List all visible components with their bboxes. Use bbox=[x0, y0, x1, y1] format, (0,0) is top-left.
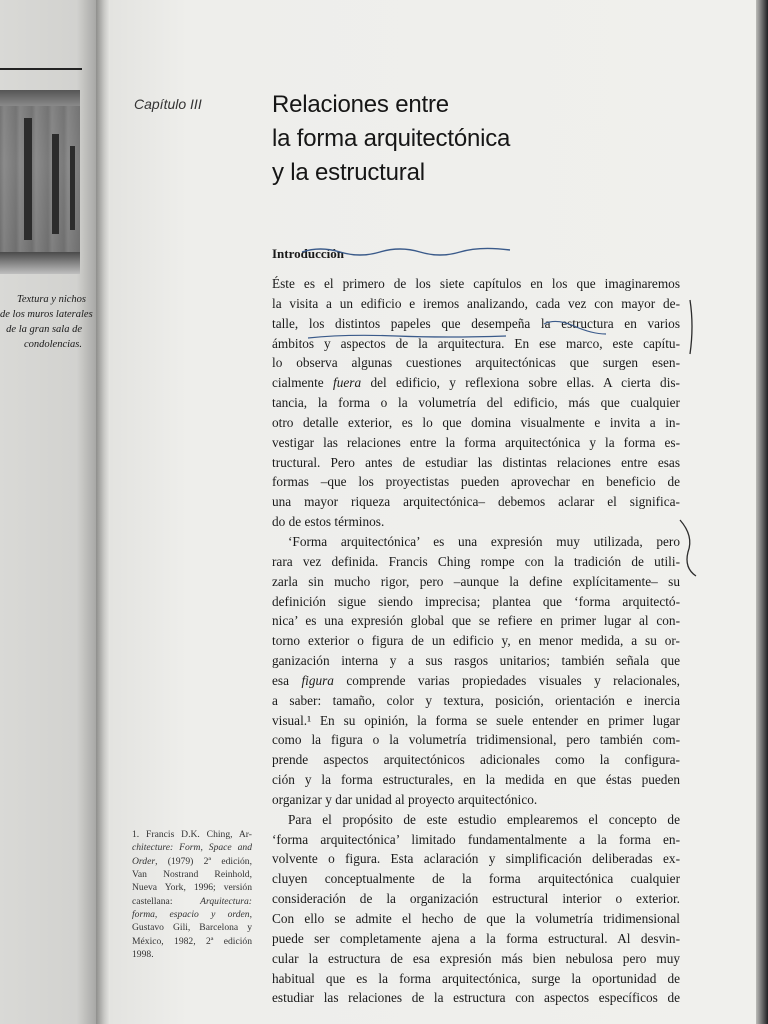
top-rule bbox=[0, 68, 82, 70]
body-line: tancia, la forma o la volumetría del edificio, más que cualquier bbox=[272, 395, 680, 411]
body-line: do de estos términos. bbox=[272, 514, 385, 530]
body-line: Éste es el primero de los siete capítulos en los que imaginaremos bbox=[272, 276, 680, 291]
body-line: talle, los distintos papeles que desempeña la estructura en varios bbox=[272, 315, 680, 331]
body-line: estudiar las relaciones de la estructura con aspectos específicos de bbox=[272, 990, 680, 1006]
caption-line: condolencias. bbox=[23, 339, 82, 350]
body-line: Para el propósito de este estudio emplearemos el concepto de bbox=[288, 811, 680, 827]
body-line: a saber: tamaño, color y textura, posición, orientación e inercia bbox=[272, 692, 680, 708]
body-line: zarla sin mucho rigor, pero –aunque la define explícitamente– su bbox=[272, 573, 680, 589]
caption-line: de los muros laterales bbox=[0, 309, 93, 320]
body-line: torno exterior o figura de un edificio y, en menor medida, a su or- bbox=[272, 633, 680, 649]
body-line: definición sigue siendo imprecisa; plantea que ‘forma arquitectó- bbox=[272, 593, 680, 609]
wall-photo bbox=[0, 90, 80, 274]
chapter-title bbox=[272, 88, 672, 190]
body-line: volvente o figura. Esta aclaración y simplificación deliberadas ex- bbox=[272, 851, 680, 867]
body-line: la visita a un edificio e iremos analizando, cada vez con mayor de- bbox=[272, 295, 680, 311]
body-line: rara vez definida. Francis Ching rompe con la tradición de utili- bbox=[272, 553, 680, 569]
footnote-line: forma, espacio y orden, bbox=[132, 909, 252, 921]
section-heading: Introducción bbox=[272, 246, 344, 261]
body-line: otro detalle exterior, es lo que domina visualmente e invita a in- bbox=[272, 414, 680, 430]
body-line: cular la estructura de esa expresión más bien nebulosa pero muy bbox=[272, 950, 680, 966]
footnote-line: Van Nostrand Reinhold, bbox=[132, 869, 252, 881]
book-gutter bbox=[96, 0, 110, 1024]
footnote-line: 1998. bbox=[132, 949, 154, 961]
pen-underline-mark bbox=[300, 242, 520, 262]
body-line: visual.¹ En su opinión, la forma se suele entender en primer lugar bbox=[272, 712, 680, 728]
body-line: consideración de la organización estructural interior o exterior. bbox=[272, 891, 680, 907]
title-line: y la estructural bbox=[272, 159, 425, 186]
body-line: puede ser completamente ajena a la forma estructural. Al desvin- bbox=[272, 930, 680, 946]
niche-shape bbox=[24, 118, 32, 240]
left-page bbox=[0, 0, 96, 1024]
footnote-line: chitecture: Form, Space and bbox=[132, 842, 252, 854]
footnote-line: México, 1982, 2ª edición bbox=[132, 935, 252, 947]
footnote-line: Nueva York, 1996; versión bbox=[132, 882, 252, 894]
body-line: formas –que los proyectistas pueden aprovechar en beneficio de bbox=[272, 474, 680, 490]
body-line: prende aspectos arquitectónicos adicionales como la configura- bbox=[272, 752, 680, 768]
page-edge-shadow bbox=[756, 0, 768, 1024]
body-line: ‘Forma arquitectónica’ es una expresión muy utilizada, pero bbox=[288, 533, 680, 549]
body-line: organizar y dar unidad al proyecto arquitectónico. bbox=[272, 791, 538, 807]
body-line: Con ello se admite el hecho de que la volumetría tridimensional bbox=[272, 911, 680, 926]
body-line: cialmente fuera del edificio, y reflexiona sobre ellas. A cierta dis- bbox=[272, 375, 680, 391]
body-line: tructural. Pero antes de estudiar las distintas relaciones entre esas bbox=[272, 454, 680, 470]
body-line: ción y la forma estructurales, en la medida en que éstas pueden bbox=[272, 772, 680, 788]
body-line: lo observa algunas cuestiones arquitectónicas que surgen esen- bbox=[272, 355, 680, 371]
body-text bbox=[272, 274, 680, 1008]
body-line: como la figura o la volumetría tridimensional, pero también com- bbox=[272, 732, 680, 748]
body-line: ámbitos y aspectos de la arquitectura. En ese marco, este capítu- bbox=[272, 335, 680, 351]
pen-underline-mark bbox=[306, 320, 686, 350]
chapter-label: Capítulo III bbox=[134, 96, 202, 112]
body-line: esa figura comprende varias propiedades visuales y relacionales, bbox=[272, 672, 680, 688]
caption-line: de la gran sala de bbox=[6, 324, 82, 335]
footnote-line: Order, (1979) 2ª edición, bbox=[132, 855, 252, 867]
photo-caption bbox=[0, 292, 93, 352]
pen-margin-mark bbox=[676, 516, 700, 580]
title-line: la forma arquitectónica bbox=[272, 125, 511, 152]
footnote bbox=[132, 828, 252, 961]
body-line: nica’ es una expresión global que se refiere en primer lugar al con- bbox=[272, 613, 680, 629]
niche-shape bbox=[70, 146, 75, 230]
caption-line: Textura y nichos bbox=[16, 294, 86, 305]
body-line: ganización interna y a sus rasgos unitarios; también señala que bbox=[272, 653, 680, 669]
niche-shape bbox=[52, 134, 59, 234]
footnote-line: Gustavo Gili, Barcelona y bbox=[132, 922, 252, 934]
body-line: habitual que es la forma arquitectónica, surge la oportunidad de bbox=[272, 970, 680, 986]
footnote-line: 1. Francis D.K. Ching, Ar- bbox=[132, 829, 252, 840]
body-line: cluyen conceptualmente de la forma arquitectónica cualquier bbox=[272, 871, 680, 887]
title-line: Relaciones entre bbox=[272, 91, 449, 118]
pen-margin-mark bbox=[682, 298, 698, 358]
footnote-line: castellana: Arquitectura: bbox=[132, 895, 252, 907]
body-line: ‘forma arquitectónica’ limitado fundamentalmente a la forma en- bbox=[272, 831, 680, 847]
body-line: una mayor riqueza arquitectónica– debemos aclarar el significa- bbox=[272, 494, 680, 510]
body-line: vestigar las relaciones entre la forma arquitectónica y la forma es- bbox=[272, 434, 680, 450]
